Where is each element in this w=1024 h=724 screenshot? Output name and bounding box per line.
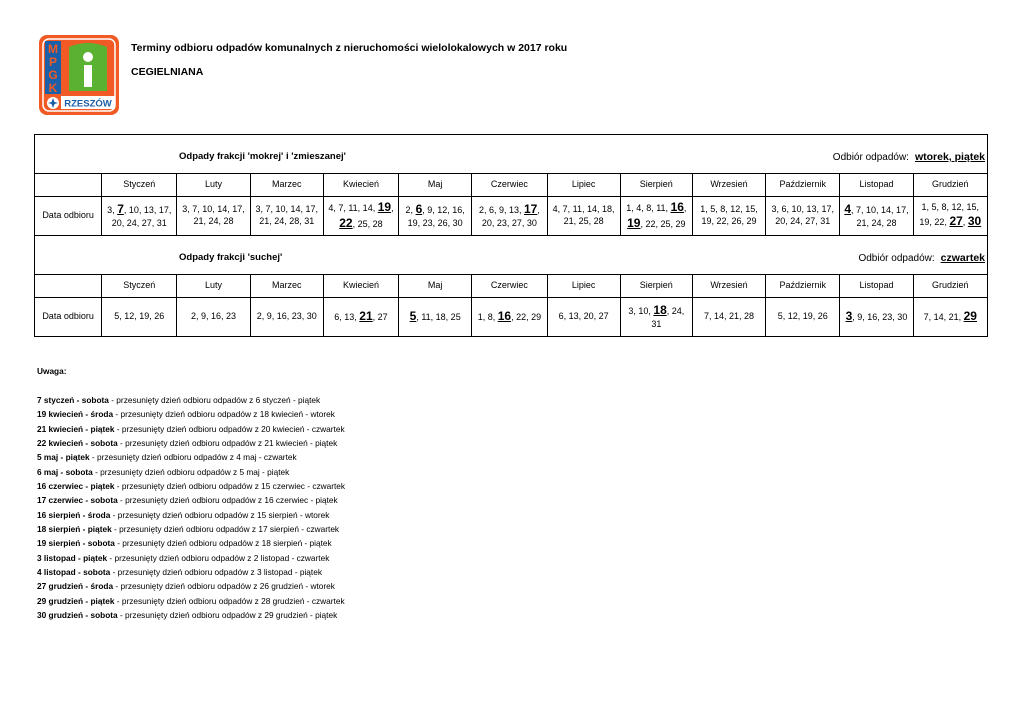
note-line bbox=[37, 536, 345, 550]
moved-date: 22 bbox=[339, 216, 353, 230]
note-line bbox=[37, 522, 345, 536]
note-text: - przesunięty dzień odbioru odpadów z 4 maj - czwartek bbox=[89, 452, 297, 463]
date-cell bbox=[766, 197, 840, 236]
date-cell bbox=[399, 197, 472, 236]
note-line bbox=[37, 565, 345, 579]
date-text: , 20, 23, 27, 30 bbox=[481, 205, 540, 228]
note-date: 4 listopad - sobota bbox=[37, 567, 111, 578]
note-line bbox=[37, 508, 345, 522]
note-date: 3 listopad - piątek bbox=[37, 552, 108, 563]
note-text: - przesunięty dzień odbioru odpadów z 20 kwiecień - czwartek bbox=[114, 423, 345, 434]
section-title: Odpady frakcji 'suchej' bbox=[179, 252, 283, 263]
page-title: Terminy odbioru odpadów komunalnych z nieruchomości wielolokalowych w 2017 roku bbox=[131, 42, 568, 54]
date-cell bbox=[692, 197, 765, 236]
note-line bbox=[37, 465, 345, 479]
month-header: Luty bbox=[177, 275, 250, 298]
date-cell bbox=[692, 298, 765, 337]
date-text: 6, 13, 20, 27 bbox=[558, 311, 609, 322]
date-text: 1, 5, 8, 12, 15, 19, 22, 26, 29 bbox=[700, 204, 758, 226]
note-date: 29 grudzień - piątek bbox=[37, 595, 115, 606]
month-header: Czerwiec bbox=[472, 275, 547, 298]
date-text: 7, 14, 21, 28 bbox=[704, 311, 755, 322]
note-line bbox=[37, 551, 345, 565]
date-text: , bbox=[683, 203, 687, 214]
month-header: Marzec bbox=[250, 275, 323, 298]
moved-date: 3 bbox=[845, 309, 853, 324]
note-text: - przesunięty dzień odbioru odpadów z 5 maj - piątek bbox=[92, 466, 290, 477]
note-date: 30 grudzień - sobota bbox=[37, 610, 118, 621]
date-cell bbox=[620, 298, 692, 337]
date-text: 2, 9, 16, 23 bbox=[190, 311, 237, 322]
row-label: Data odbioru bbox=[35, 298, 102, 337]
month-header: Październik bbox=[766, 275, 840, 298]
date-text: , 24, 31 bbox=[651, 306, 685, 329]
month-header: Kwiecień bbox=[323, 275, 398, 298]
note-date: 21 kwiecień - piątek bbox=[37, 423, 115, 434]
month-header: Listopad bbox=[840, 275, 913, 298]
date-text: 2, 6, 9, 13, bbox=[478, 205, 524, 216]
month-header: Listopad bbox=[840, 174, 913, 197]
note-line bbox=[37, 393, 345, 407]
date-cell bbox=[840, 197, 913, 236]
month-header: Czerwiec bbox=[472, 174, 547, 197]
moved-date: 16 bbox=[497, 309, 512, 324]
date-cell bbox=[620, 197, 692, 236]
note-text: - przesunięty dzień odbioru odpadów z 26 grudzień - wtorek bbox=[113, 581, 335, 592]
moved-date: 19 bbox=[377, 200, 392, 215]
logo-letter-p: P bbox=[48, 55, 58, 69]
section-title: Odpady frakcji 'mokrej' i 'zmieszanej' bbox=[179, 151, 346, 162]
empty-header-cell bbox=[35, 275, 102, 298]
date-text: 3, 7, 10, 14, 17, 21, 24, 28 bbox=[182, 204, 245, 226]
date-text: 4, 7, 11, 14, bbox=[328, 203, 378, 214]
pickup-label: Odbiór odpadów: bbox=[858, 253, 935, 264]
date-text: , 25, 28 bbox=[352, 219, 383, 229]
date-text: , 9, 16, 23, 30 bbox=[852, 312, 908, 323]
moved-date: 27 bbox=[949, 214, 963, 229]
note-text: - przesunięty dzień odbioru odpadów z 15 czerwiec - czwartek bbox=[114, 481, 346, 492]
note-text: - przesunięty dzień odbioru odpadów z 15 sierpień - wtorek bbox=[110, 509, 330, 520]
note-line bbox=[37, 493, 345, 507]
section-header-row bbox=[35, 236, 988, 275]
date-text: , 7, 10, 14, 17, 21, 24, 28 bbox=[851, 205, 909, 228]
date-text: , bbox=[962, 217, 968, 228]
note-line bbox=[37, 436, 345, 450]
month-header: Wrzesień bbox=[692, 174, 765, 197]
month-header: Październik bbox=[766, 174, 840, 197]
month-header: Marzec bbox=[250, 174, 323, 197]
pickup-days: wtorek, piątek bbox=[914, 151, 985, 163]
date-text: , 10, 13, 17, 20, 24, 27, 31 bbox=[111, 205, 172, 228]
date-text: , 11, 18, 25 bbox=[416, 312, 461, 323]
date-cell bbox=[913, 197, 987, 236]
date-cell bbox=[547, 298, 620, 337]
date-cell bbox=[840, 298, 913, 337]
note-date: 27 grudzień - środa bbox=[37, 581, 114, 592]
note-line bbox=[37, 479, 345, 493]
section-header-cell bbox=[35, 236, 988, 275]
note-date: 17 czerwiec - sobota bbox=[37, 495, 118, 506]
moved-date: 17 bbox=[523, 202, 538, 217]
month-header: Styczeń bbox=[102, 174, 177, 197]
section-header bbox=[37, 135, 985, 173]
note-line bbox=[37, 608, 345, 622]
date-text: 3, 7, 10, 14, 17, 21, 24, 28, 31 bbox=[255, 204, 319, 226]
note-date: 19 kwiecień - środa bbox=[37, 409, 114, 420]
date-text: 2, bbox=[405, 205, 416, 216]
moved-date: 29 bbox=[963, 309, 977, 324]
month-header: Luty bbox=[177, 174, 250, 197]
date-text: 3, 10, bbox=[628, 306, 654, 317]
date-text: 6, 13, bbox=[334, 312, 360, 323]
note-line bbox=[37, 579, 345, 593]
date-cell bbox=[913, 298, 987, 337]
month-header: Grudzień bbox=[913, 174, 987, 197]
pickup-label: Odbiór odpadów: bbox=[832, 152, 909, 163]
note-date: 22 kwiecień - sobota bbox=[37, 438, 118, 449]
moved-date: 5 bbox=[409, 309, 417, 324]
note-text: - przesunięty dzień odbioru odpadów z 6 styczeń - piątek bbox=[108, 395, 321, 405]
month-header: Sierpień bbox=[620, 275, 692, 298]
section-header-cell bbox=[35, 135, 988, 174]
moved-date: 16 bbox=[670, 200, 684, 215]
date-text: 3, bbox=[107, 205, 118, 216]
moved-date: 6 bbox=[415, 202, 423, 217]
date-cell bbox=[323, 298, 398, 337]
date-text: 4, 7, 11, 14, 18, 21, 25, 28 bbox=[552, 204, 615, 226]
month-header: Lipiec bbox=[547, 174, 620, 197]
date-cell bbox=[250, 197, 323, 236]
note-date: 7 styczeń - sobota bbox=[37, 395, 109, 405]
date-cell bbox=[399, 298, 472, 337]
moved-date: 4 bbox=[844, 202, 852, 217]
logo-letter-g: G bbox=[48, 68, 58, 82]
date-cell bbox=[102, 197, 177, 236]
mpgk-logo bbox=[39, 35, 119, 115]
note-text: - przesunięty dzień odbioru odpadów z 21 kwiecień - piątek bbox=[117, 438, 338, 449]
note-text: - przesunięty dzień odbioru odpadów z 18 sierpień - piątek bbox=[114, 538, 332, 549]
street-name: CEGIELNIANA bbox=[131, 66, 204, 78]
dates-row bbox=[35, 197, 988, 236]
moved-date: 18 bbox=[653, 303, 667, 318]
month-header-row bbox=[35, 275, 988, 298]
month-header: Maj bbox=[399, 174, 472, 197]
moved-date: 19 bbox=[627, 216, 641, 230]
month-header: Sierpień bbox=[620, 174, 692, 197]
empty-header-cell bbox=[35, 174, 102, 197]
date-cell bbox=[472, 197, 547, 236]
date-text: 7, 14, 21, bbox=[923, 312, 964, 323]
note-date: 16 sierpień - środa bbox=[37, 509, 111, 520]
section-header-row bbox=[35, 135, 988, 174]
pickup-info bbox=[833, 151, 985, 165]
note-date: 18 sierpień - piątek bbox=[37, 524, 112, 535]
date-text: 5, 12, 19, 26 bbox=[114, 311, 165, 322]
date-text: 1, 8, bbox=[477, 312, 498, 323]
date-cell bbox=[323, 197, 398, 236]
date-cell bbox=[177, 197, 250, 236]
note-line bbox=[37, 450, 345, 464]
dates-row bbox=[35, 298, 988, 337]
section-header bbox=[37, 236, 985, 274]
month-header: Kwiecień bbox=[323, 174, 398, 197]
note-text: - przesunięty dzień odbioru odpadów z 18 kwiecień - wtorek bbox=[113, 409, 335, 420]
note-date: 5 maj - piątek bbox=[37, 452, 90, 463]
logo-city: RZESZÓW bbox=[64, 98, 112, 110]
month-header: Lipiec bbox=[547, 275, 620, 298]
date-cell bbox=[250, 298, 323, 337]
date-cell bbox=[102, 298, 177, 337]
note-text: - przesunięty dzień odbioru odpadów z 17 sierpień - czwartek bbox=[111, 524, 340, 535]
date-cell bbox=[472, 298, 547, 337]
month-header: Styczeń bbox=[102, 275, 177, 298]
pickup-days: czwartek bbox=[940, 252, 985, 264]
date-text: , 22, 25, 29 bbox=[640, 219, 686, 229]
note-line bbox=[37, 407, 345, 421]
date-text: 2, 9, 16, 23, 30 bbox=[256, 311, 317, 322]
date-text: 1, 4, 8, 11, bbox=[626, 203, 671, 214]
logo-letter-k: K bbox=[48, 81, 58, 95]
month-header: Wrzesień bbox=[692, 275, 765, 298]
note-text: - przesunięty dzień odbioru odpadów z 28 grudzień - czwartek bbox=[114, 595, 345, 606]
moved-date: 7 bbox=[117, 202, 124, 217]
date-text: , bbox=[391, 203, 394, 214]
moved-date: 21 bbox=[359, 309, 373, 324]
note-text: - przesunięty dzień odbioru odpadów z 2 listopad - czwartek bbox=[107, 552, 330, 563]
notes-section bbox=[37, 366, 345, 623]
moved-date: 30 bbox=[967, 214, 982, 229]
note-date: 19 sierpień - sobota bbox=[37, 538, 115, 549]
note-date: 6 maj - sobota bbox=[37, 466, 93, 477]
date-cell bbox=[766, 298, 840, 337]
note-line bbox=[37, 422, 345, 436]
note-text: - przesunięty dzień odbioru odpadów z 3 listopad - piątek bbox=[110, 567, 322, 578]
note-date: 16 czerwiec - piątek bbox=[37, 481, 115, 492]
month-header: Grudzień bbox=[913, 275, 987, 298]
row-label: Data odbioru bbox=[35, 197, 102, 236]
date-text: 5, 12, 19, 26 bbox=[777, 311, 828, 322]
date-text: , 27 bbox=[372, 312, 388, 323]
date-text: 3, 6, 10, 13, 17, 20, 24, 27, 31 bbox=[771, 204, 835, 226]
date-cell bbox=[547, 197, 620, 236]
date-text: , 22, 29 bbox=[511, 312, 542, 323]
month-header: Maj bbox=[399, 275, 472, 298]
note-text: - przesunięty dzień odbioru odpadów z 16 czerwiec - piątek bbox=[117, 495, 338, 506]
date-text: , 9, 12, 16, 19, 23, 26, 30 bbox=[407, 205, 465, 228]
note-line bbox=[37, 594, 345, 608]
month-header-row bbox=[35, 174, 988, 197]
logo-letter-m: M bbox=[48, 42, 58, 56]
schedule-table bbox=[34, 134, 988, 337]
note-text: - przesunięty dzień odbioru odpadów z 29 grudzień - piątek bbox=[117, 610, 338, 621]
date-text: 1, 5, 8, 12, 15, 19, 22, bbox=[919, 202, 980, 228]
notes-header: Uwaga: bbox=[37, 366, 67, 376]
date-cell bbox=[177, 298, 250, 337]
pickup-info bbox=[858, 252, 985, 266]
